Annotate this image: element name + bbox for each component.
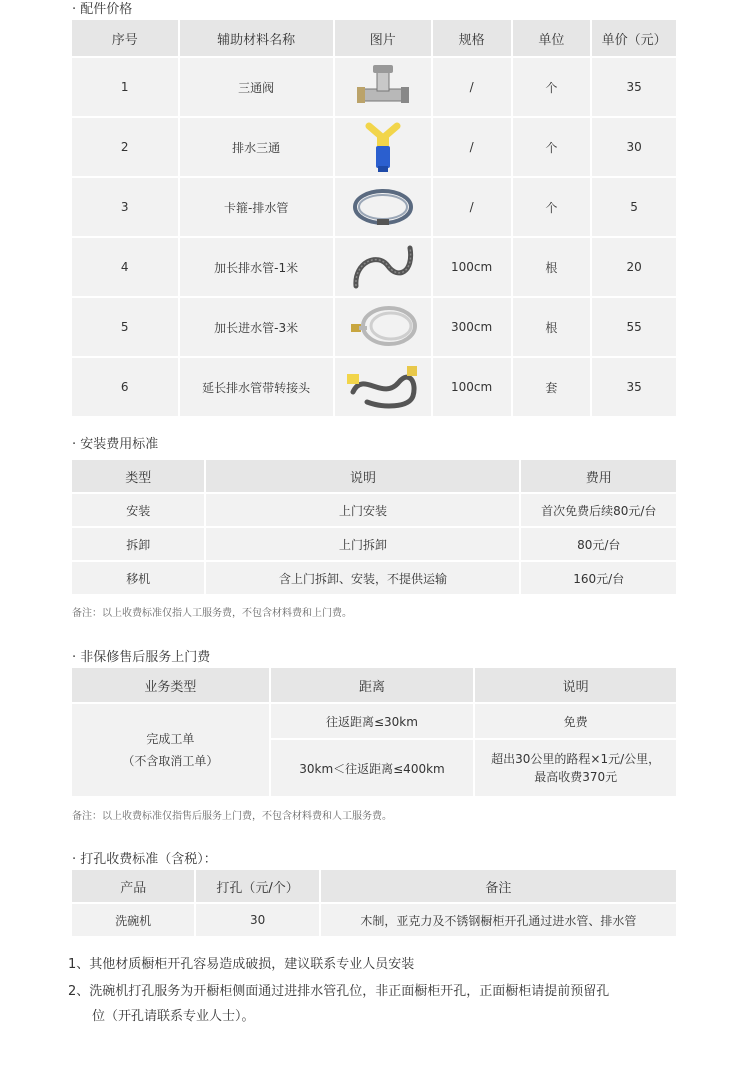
install-desc: 上门拆卸 — [206, 528, 519, 560]
service-note: 备注：以上收费标准仅指售后服务上门费，不包含材料费和人工服务费。 — [72, 811, 392, 822]
install-type: 拆卸 — [72, 528, 204, 560]
inlet-hose-icon — [345, 302, 421, 352]
parts-section-title: · 配件价格 — [72, 2, 133, 17]
hose-clamp-icon — [351, 185, 415, 229]
table-row — [72, 178, 676, 236]
install-fee: 160元/台 — [521, 562, 676, 594]
table-row — [72, 238, 676, 296]
part-price: 55 — [592, 298, 676, 356]
drill-section-title: · 打孔收费标准（含税）： — [72, 852, 217, 867]
part-name: 三通阀 — [180, 58, 333, 116]
service-desc-cell — [475, 740, 676, 796]
part-no: 6 — [72, 358, 178, 416]
install-table — [70, 458, 678, 596]
install-header-desc: 说明 — [206, 460, 519, 492]
part-image — [335, 238, 431, 296]
drill-header-price: 打孔（元/个） — [196, 870, 318, 902]
part-price: 35 — [592, 358, 676, 416]
part-name: 延长排水管带转接头 — [180, 358, 333, 416]
parts-header-image: 图片 — [335, 20, 431, 56]
service-header-desc: 说明 — [475, 668, 676, 702]
parts-header-unit: 单位 — [513, 20, 591, 56]
table-row — [72, 528, 676, 560]
part-spec: / — [433, 178, 511, 236]
table-row — [72, 358, 676, 416]
install-header-type: 类型 — [72, 460, 204, 492]
drill-price: 30 — [196, 904, 318, 936]
install-type: 安装 — [72, 494, 204, 526]
drain-tee-icon — [363, 120, 403, 174]
table-row — [72, 562, 676, 594]
footnote-2: 2、洗碗机打孔服务为开橱柜侧面通过进排水管孔位，非正面橱柜开孔，正面橱柜请提前预留孔 — [68, 984, 610, 999]
install-desc: 含上门拆卸、安装，不提供运输 — [206, 562, 519, 594]
service-type-line1: 完成工单 — [146, 732, 195, 746]
drill-header-product: 产品 — [72, 870, 194, 902]
drill-product: 洗碗机 — [72, 904, 194, 936]
service-distance: 30km＜往返距离≤400km — [271, 740, 474, 796]
part-spec: / — [433, 58, 511, 116]
service-desc: 免费 — [475, 704, 676, 738]
table-row — [72, 58, 676, 116]
service-type-cell — [72, 704, 269, 796]
install-header-fee: 费用 — [521, 460, 676, 492]
install-type: 移机 — [72, 562, 204, 594]
service-desc-line2: 最高收费370元 — [534, 770, 618, 784]
part-name: 排水三通 — [180, 118, 333, 176]
part-price: 35 — [592, 58, 676, 116]
drill-header-remark: 备注 — [321, 870, 676, 902]
parts-header-no: 序号 — [72, 20, 178, 56]
service-desc-line1: 超出30公里的路程×1元/公里， — [491, 752, 661, 766]
footnote-2-continued: 位（开孔请联系专业人士）。 — [92, 1009, 255, 1024]
part-name: 加长进水管-3米 — [180, 298, 333, 356]
part-image — [335, 118, 431, 176]
part-unit: 个 — [513, 178, 591, 236]
part-image — [335, 298, 431, 356]
part-spec: 100cm — [433, 238, 511, 296]
extension-hose-icon — [343, 362, 423, 412]
service-table — [70, 666, 678, 798]
parts-table — [70, 18, 678, 418]
part-spec: 300cm — [433, 298, 511, 356]
part-price: 5 — [592, 178, 676, 236]
part-unit: 个 — [513, 58, 591, 116]
table-row — [72, 118, 676, 176]
parts-header-spec: 规格 — [433, 20, 511, 56]
part-no: 5 — [72, 298, 178, 356]
parts-header-price: 单价（元） — [592, 20, 676, 56]
part-price: 30 — [592, 118, 676, 176]
part-image — [335, 58, 431, 116]
part-name: 卡箍-排水管 — [180, 178, 333, 236]
service-distance: 往返距离≤30km — [271, 704, 474, 738]
service-type-line2: （不含取消工单） — [122, 754, 219, 768]
drill-remark: 木制，亚克力及不锈钢橱柜开孔通过进水管、排水管 — [321, 904, 676, 936]
part-unit: 个 — [513, 118, 591, 176]
service-header-type: 业务类型 — [72, 668, 269, 702]
table-row — [72, 904, 676, 936]
part-no: 1 — [72, 58, 178, 116]
table-row — [72, 494, 676, 526]
part-unit: 套 — [513, 358, 591, 416]
part-no: 3 — [72, 178, 178, 236]
service-header-distance: 距离 — [271, 668, 474, 702]
install-note: 备注：以上收费标准仅指人工服务费，不包含材料费和上门费。 — [72, 608, 352, 619]
table-row — [72, 704, 676, 738]
part-spec: / — [433, 118, 511, 176]
part-name: 加长排水管-1米 — [180, 238, 333, 296]
parts-header-name: 辅助材料名称 — [180, 20, 333, 56]
part-no: 2 — [72, 118, 178, 176]
part-no: 4 — [72, 238, 178, 296]
drain-hose-icon — [348, 242, 418, 292]
install-fee: 首次免费后续80元/台 — [521, 494, 676, 526]
table-row — [72, 298, 676, 356]
part-image — [335, 358, 431, 416]
install-section-title: · 安装费用标准 — [72, 437, 159, 452]
install-fee: 80元/台 — [521, 528, 676, 560]
part-unit: 根 — [513, 298, 591, 356]
drill-table — [70, 868, 678, 938]
part-spec: 100cm — [433, 358, 511, 416]
part-unit: 根 — [513, 238, 591, 296]
footnote-1: 1、其他材质橱柜开孔容易造成破损，建议联系专业人员安装 — [68, 957, 415, 972]
part-price: 20 — [592, 238, 676, 296]
service-section-title: · 非保修售后服务上门费 — [72, 650, 211, 665]
install-desc: 上门安装 — [206, 494, 519, 526]
part-image — [335, 178, 431, 236]
tee-valve-icon — [353, 61, 413, 113]
